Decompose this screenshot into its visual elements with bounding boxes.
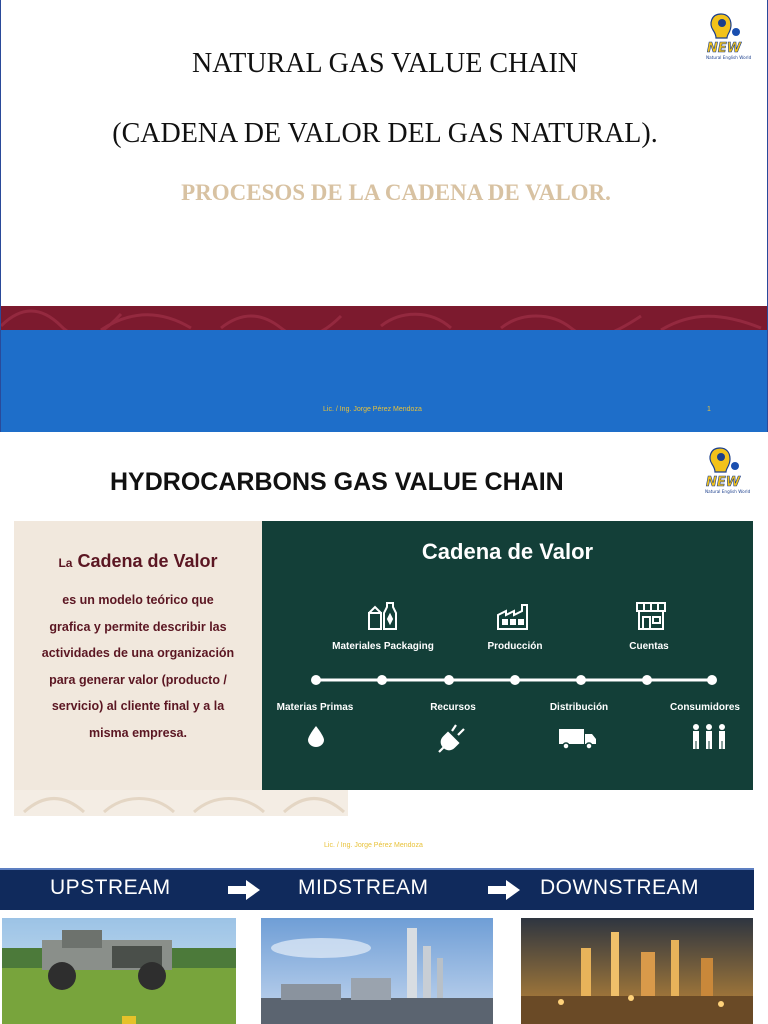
top-item-produccion: Producción <box>487 641 543 652</box>
logo-text: NEW <box>706 475 741 490</box>
definition-line: es un modelo teórico que <box>62 593 214 607</box>
slide1-title-line2: (CADENA DE VALOR DEL GAS NATURAL). <box>112 118 658 149</box>
bottom-item-materias-primas: Materias Primas <box>276 702 354 713</box>
slide2-title: HYDROCARBONS GAS VALUE CHAIN <box>110 468 564 496</box>
logo-tagline: Natural English World <box>706 55 752 60</box>
definition-line: para generar valor (producto / <box>49 672 227 687</box>
value-chain-definition-card <box>14 521 262 790</box>
stages-banner <box>0 868 754 910</box>
stage-midstream: MIDSTREAM <box>298 876 429 899</box>
water-drop-icon <box>306 724 326 753</box>
upstream-photo <box>2 918 236 1024</box>
slide1-page-number: 1 <box>707 406 711 413</box>
definition-prefix: La <box>58 556 73 570</box>
slide-3 <box>0 856 768 1024</box>
slide2-footer: Lic. / Ing. Jorge Pérez Mendoza <box>324 842 423 849</box>
top-item-materiales-packaging: Materiales Packaging <box>332 641 434 652</box>
slide-2 <box>0 432 768 856</box>
bottom-item-recursos: Recursos <box>430 702 476 713</box>
definition-heading <box>14 551 262 572</box>
decorative-pattern-strip <box>14 790 348 816</box>
top-item-cuentas: Cuentas <box>629 641 669 652</box>
logo-text: NEW <box>707 41 742 56</box>
definition-line: grafica y permite describir las <box>49 619 227 634</box>
panel-title: Cadena de Valor <box>421 539 594 564</box>
stage-upstream: UPSTREAM <box>50 876 171 899</box>
new-logo <box>702 444 754 496</box>
slide1-subtitle: PROCESOS DE LA CADENA DE VALOR. <box>181 180 611 205</box>
arrow-right-icon <box>488 880 520 900</box>
bottom-item-consumidores: Consumidores <box>669 702 740 713</box>
bottom-item-distribucion: Distribución <box>549 702 609 713</box>
blue-footer-band <box>1 330 768 432</box>
slide1-footer: Lic. / Ing. Jorge Pérez Mendoza <box>323 406 422 413</box>
logo-tagline: Natural English World <box>705 489 751 494</box>
midstream-photo <box>261 918 493 1024</box>
value-chain-timeline <box>262 521 753 790</box>
definition-text <box>20 587 256 746</box>
definition-line: servicio) al cliente final y a la <box>51 699 225 713</box>
maroon-pattern-band <box>1 306 768 330</box>
slide-1 <box>0 0 768 432</box>
people-icon <box>690 723 728 756</box>
definition-title: Cadena de Valor <box>77 551 218 571</box>
truck-icon <box>558 727 598 756</box>
value-chain-panel <box>262 521 753 790</box>
definition-line: actividades de una organización <box>41 646 235 660</box>
arrow-right-icon <box>228 880 260 900</box>
new-logo <box>703 10 755 62</box>
plug-icon <box>436 721 470 760</box>
stage-downstream: DOWNSTREAM <box>540 876 699 899</box>
definition-line: misma empresa. <box>89 725 187 740</box>
downstream-photo <box>521 918 753 1024</box>
slide1-title-line1: NATURAL GAS VALUE CHAIN <box>191 48 579 79</box>
